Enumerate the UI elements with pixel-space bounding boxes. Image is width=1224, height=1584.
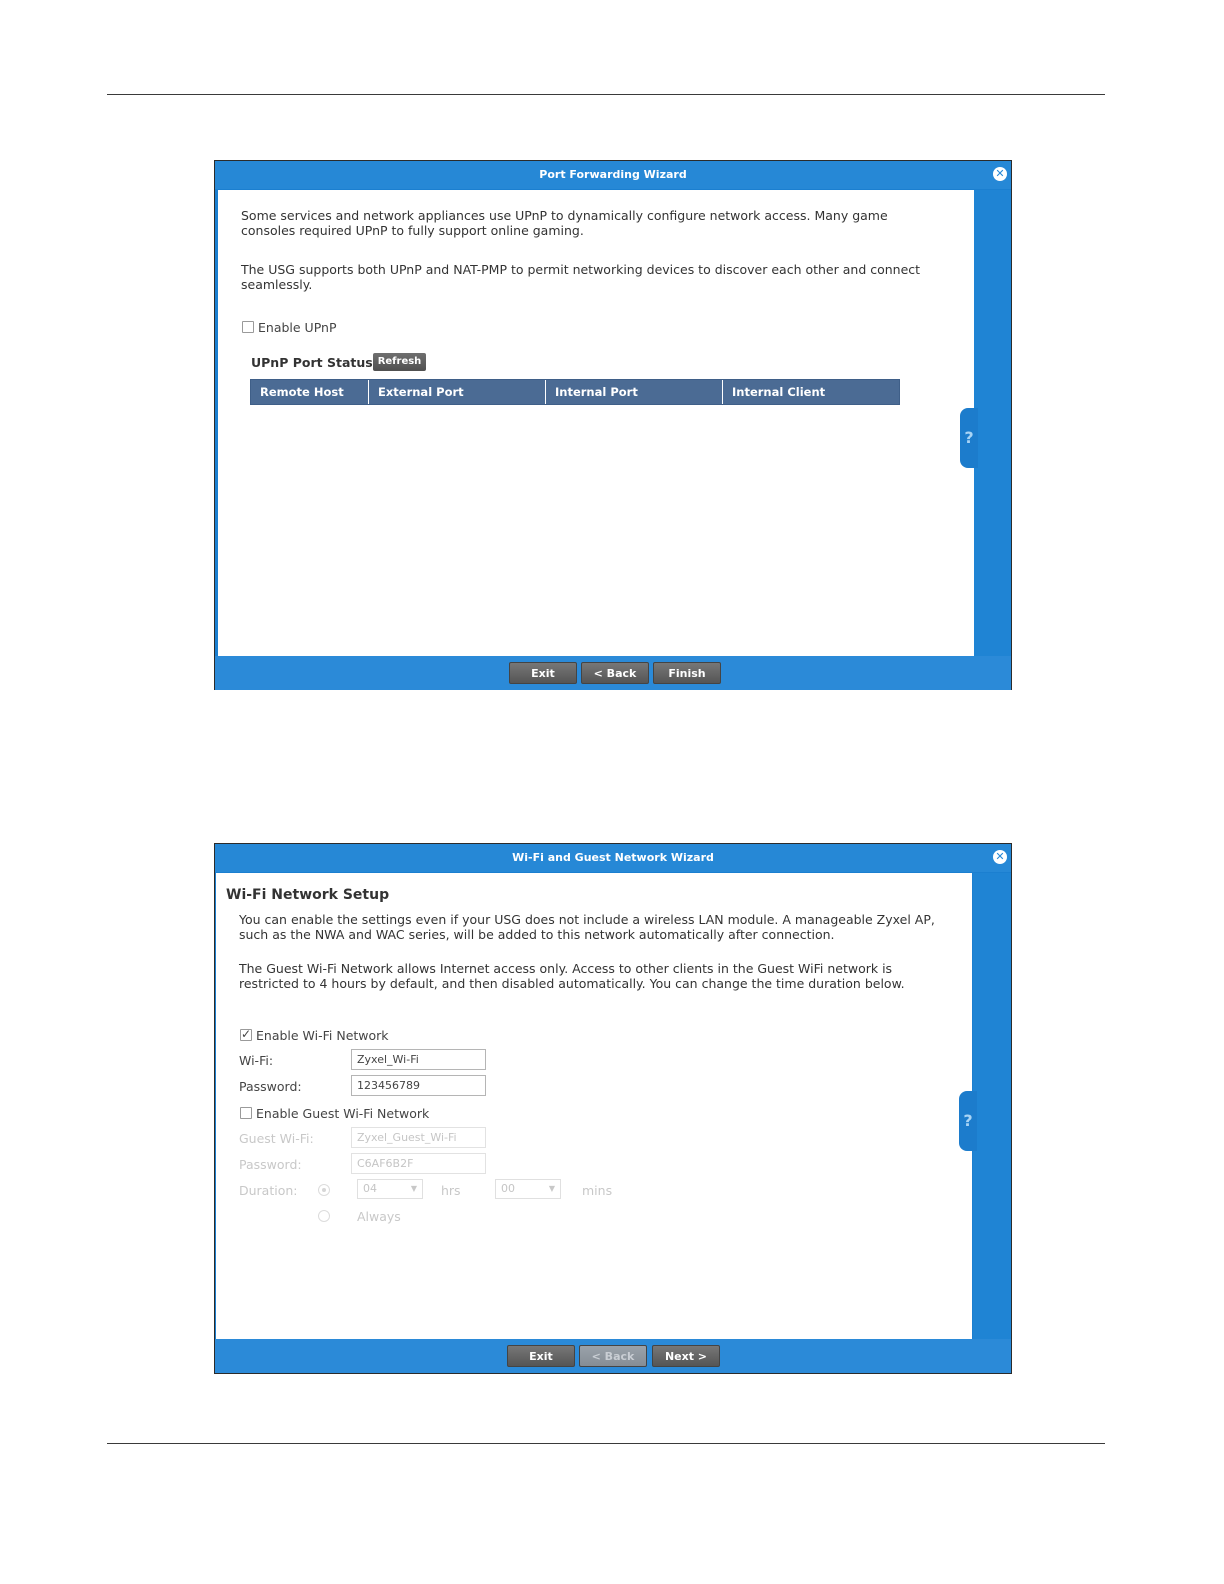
exit-button[interactable]: Exit	[507, 1345, 575, 1367]
back-button[interactable]: < Back	[579, 1345, 647, 1367]
port-forwarding-wizard-dialog	[214, 160, 1012, 690]
dialog-footer	[215, 656, 1011, 690]
wifi-password-input[interactable]: 123456789	[351, 1075, 486, 1096]
next-button[interactable]: Next >	[652, 1345, 720, 1367]
wifi-password-label: Password:	[239, 1079, 302, 1094]
close-icon[interactable]: ✕	[993, 850, 1007, 864]
enable-upnp-checkbox[interactable]	[242, 321, 254, 333]
finish-button[interactable]: Finish	[653, 662, 721, 684]
help-icon[interactable]: ?	[960, 408, 978, 468]
upnp-status-table-header	[250, 379, 900, 405]
refresh-button[interactable]: Refresh	[373, 353, 426, 371]
enable-wifi-checkbox[interactable]	[240, 1029, 252, 1041]
help-side-panel	[974, 190, 1011, 656]
close-icon[interactable]: ✕	[993, 167, 1007, 181]
enable-guest-wifi-checkbox[interactable]	[240, 1107, 252, 1119]
dialog-title: Port Forwarding Wizard	[215, 161, 1011, 189]
wifi-setup-title: Wi-Fi Network Setup	[226, 887, 390, 903]
duration-mins-select[interactable]	[495, 1179, 561, 1199]
exit-button[interactable]: Exit	[509, 662, 577, 684]
intro-paragraph-1: Some services and network appliances use UPnP to dynamically configure network access. Many game consoles required UPnP to fully support online gaming.	[241, 208, 888, 238]
column-header-remote-host[interactable]: Remote Host	[251, 380, 369, 404]
guest-password-label: Password:	[239, 1157, 302, 1172]
mins-value: 00	[501, 1182, 515, 1195]
intro-paragraph-2: The USG supports both UPnP and NAT-PMP to permit networking devices to discover each other and connect seamlessly.	[241, 262, 921, 292]
chevron-down-icon: ▼	[410, 1184, 417, 1193]
intro-paragraph-1: You can enable the settings even if your USG does not include a wireless LAN module. A manageable Zyxel AP, such as the NWA and WAC series, will be added to this network automatically after connection.	[239, 912, 935, 942]
dialog-content	[218, 190, 974, 656]
chevron-down-icon: ▼	[548, 1184, 555, 1193]
hours-unit-label: hrs	[441, 1183, 461, 1198]
intro-paragraph-2: The Guest Wi-Fi Network allows Internet access only. Access to other clients in the Guest WiFi network is restricted to 4 hours by default, and then disabled automatically. You can change the time duration below.	[239, 961, 905, 991]
duration-timed-radio[interactable]	[318, 1184, 330, 1196]
help-icon[interactable]: ?	[959, 1091, 977, 1151]
guest-wifi-input[interactable]: Zyxel_Guest_Wi-Fi	[351, 1127, 486, 1148]
guest-wifi-label: Guest Wi-Fi:	[239, 1131, 314, 1146]
duration-hours-select[interactable]	[357, 1179, 423, 1199]
wifi-guest-network-wizard-dialog	[214, 843, 1012, 1374]
hours-value: 04	[363, 1182, 377, 1195]
enable-wifi-label: Enable Wi-Fi Network	[256, 1028, 389, 1043]
mins-unit-label: mins	[582, 1183, 613, 1198]
page-bottom-rule	[107, 1443, 1105, 1444]
dialog-footer	[215, 1339, 1011, 1373]
enable-upnp-label: Enable UPnP	[258, 320, 337, 335]
column-header-internal-port[interactable]: Internal Port	[546, 380, 723, 404]
dialog-content	[216, 873, 972, 1339]
dialog-title: Wi-Fi and Guest Network Wizard	[215, 844, 1011, 872]
duration-label: Duration:	[239, 1183, 298, 1198]
back-button[interactable]: < Back	[581, 662, 649, 684]
column-header-internal-client[interactable]: Internal Client	[732, 385, 826, 399]
help-side-panel	[973, 873, 1011, 1339]
duration-always-radio[interactable]	[318, 1210, 330, 1222]
wifi-ssid-label: Wi-Fi:	[239, 1053, 274, 1068]
page-top-rule	[107, 94, 1105, 95]
always-label: Always	[357, 1209, 401, 1224]
upnp-port-status-label: UPnP Port Status	[251, 355, 373, 370]
enable-guest-wifi-label: Enable Guest Wi-Fi Network	[256, 1106, 430, 1121]
guest-password-input[interactable]: C6AF6B2F	[351, 1153, 486, 1174]
wifi-ssid-input[interactable]: Zyxel_Wi-Fi	[351, 1049, 486, 1070]
column-header-external-port[interactable]: External Port	[369, 380, 546, 404]
